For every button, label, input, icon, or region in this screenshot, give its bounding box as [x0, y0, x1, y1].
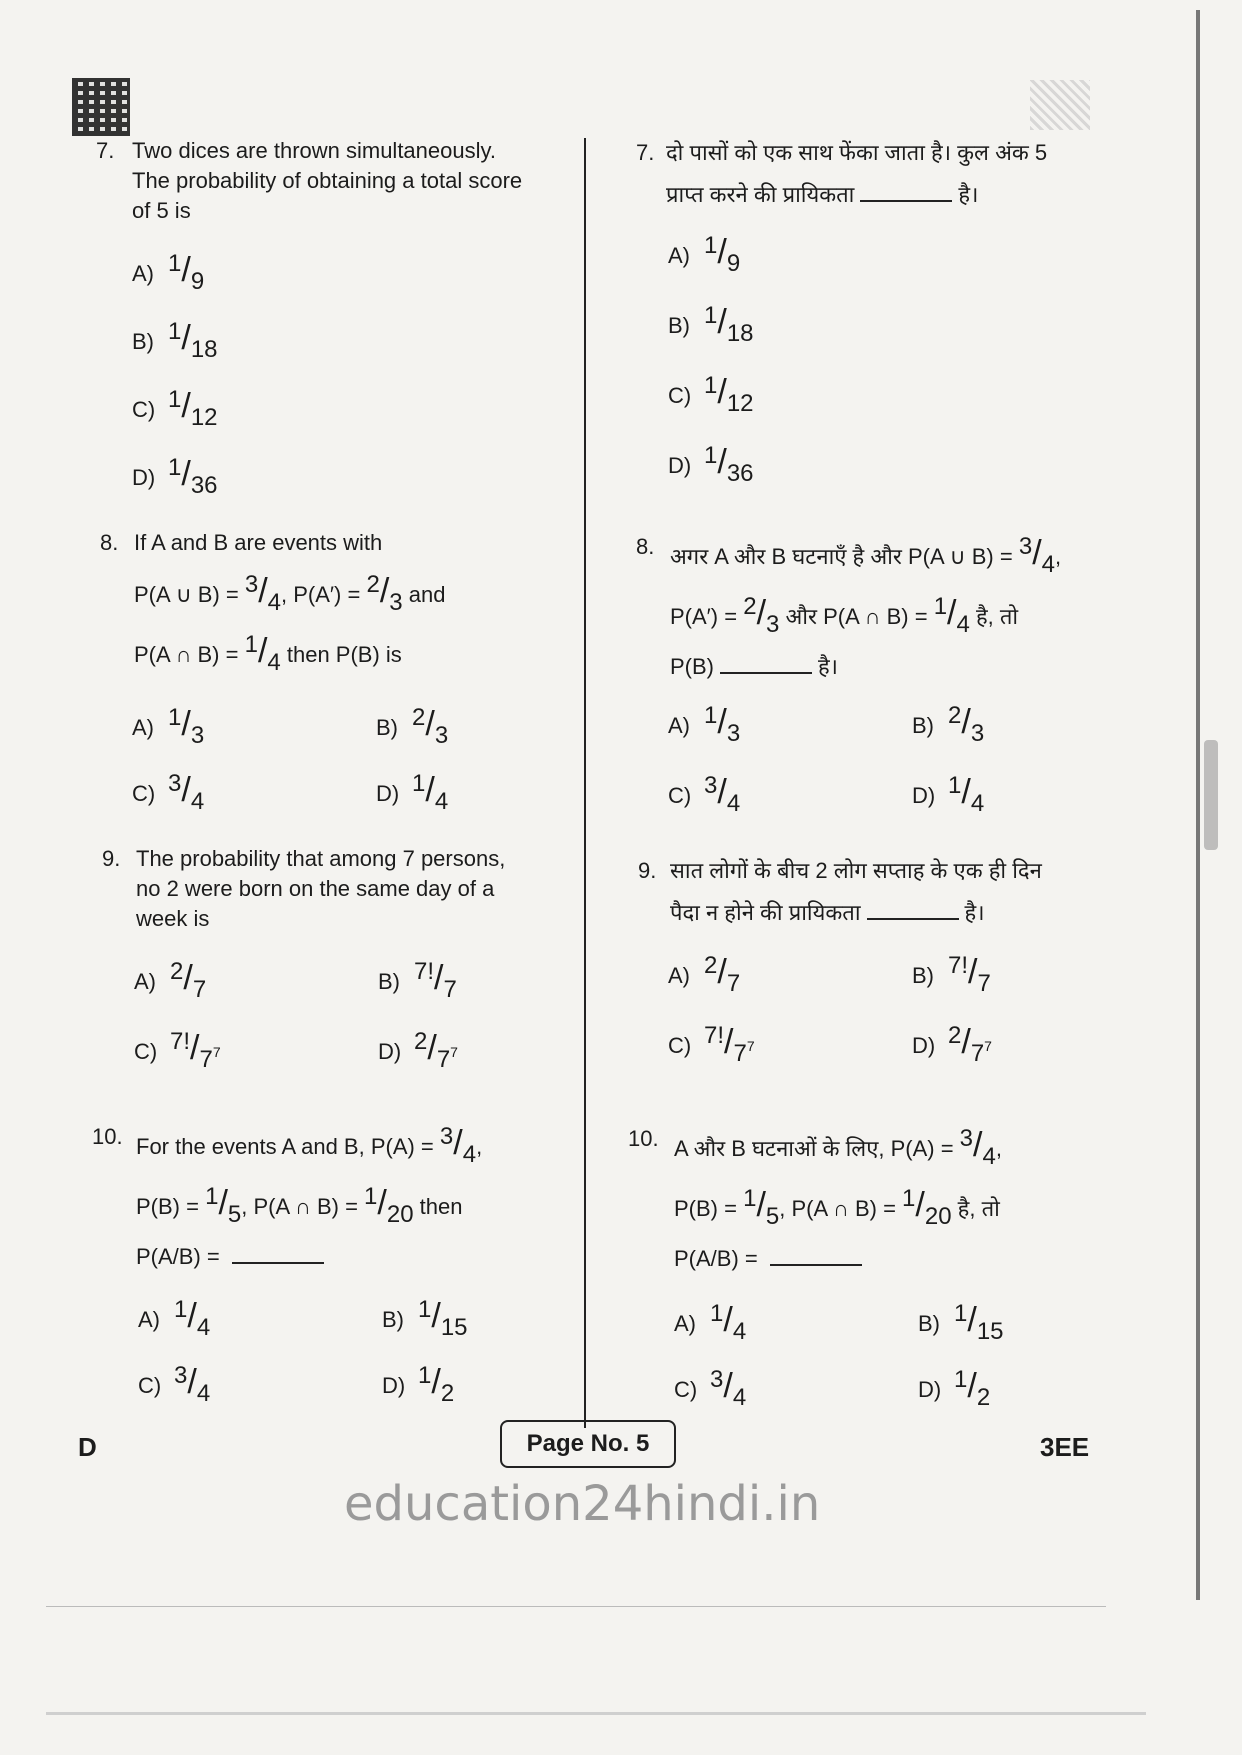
answer-blank: [770, 1264, 862, 1266]
question-text: If A and B are events with: [134, 530, 383, 555]
option-c[interactable]: C) $^{7!}/_{7^7}$: [134, 1028, 221, 1073]
question-text: दो पासों को एक साथ फेंका जाता है। कुल अंक 5: [666, 140, 1048, 165]
option-d[interactable]: D) $^1/_2$: [382, 1362, 455, 1407]
question-text: पैदा न होने की प्रायिकता है।: [670, 900, 985, 925]
question-formula: A और B घटनाओं के लिए, $P(A) = ^3/_4$,: [674, 1125, 1002, 1170]
set-code: D: [78, 1432, 97, 1462]
question-number: 7.: [96, 138, 115, 163]
option-a[interactable]: A) $^2/_7$: [668, 952, 741, 997]
question-number: 7.: [636, 140, 655, 165]
question-formula: P(A ∩ $B) = ^1/_4$ then P(B) is: [134, 631, 402, 676]
option-d[interactable]: D) $^1/_{36}$: [668, 442, 754, 487]
option-d[interactable]: D) $^1/_{36}$: [132, 454, 218, 499]
question-formula: अगर A और B घटनाएँ है और P(A ∪ $B) = ^3/_4$,: [670, 533, 1062, 578]
option-b[interactable]: B) $^{7!}/_7$: [912, 952, 991, 997]
option-b[interactable]: B) $^1/_{15}$: [918, 1300, 1004, 1345]
question-formula: P(A/B) =: [136, 1242, 596, 1272]
option-b[interactable]: B) $^{7!}/_7$: [378, 958, 457, 1003]
question-number: 8.: [100, 530, 119, 555]
watermark: education24hindi.in: [344, 1476, 821, 1532]
option-b[interactable]: B) $^2/_3$: [376, 704, 449, 749]
question-text: प्राप्त करने की प्रायिकता है।: [666, 182, 979, 207]
option-a[interactable]: A) $^1/_3$: [132, 704, 205, 749]
question-formula: $P(A') = ^2/_3$ और P(A ∩ $B) = ^1/_4$ है, तो: [670, 593, 1019, 638]
option-c[interactable]: C) $^3/_4$: [132, 770, 205, 815]
question-formula: For the events A and B, $P(A) = ^3/_4$,: [136, 1123, 483, 1168]
option-a[interactable]: A) $^1/_9$: [132, 250, 205, 295]
option-a[interactable]: A) $^1/_9$: [668, 232, 741, 277]
binding-tab: [1204, 740, 1218, 850]
question-number: 9.: [102, 846, 121, 871]
page-edge: [1196, 10, 1200, 1600]
question-formula: P(B) है।: [670, 654, 839, 679]
option-c[interactable]: C) $^1/_{12}$: [668, 372, 754, 417]
question-number: 10.: [92, 1124, 123, 1149]
question-formula: $P(B) = ^1/_5$, P(A ∩ $B) = ^1/_{20}$ then: [136, 1183, 463, 1228]
question-text: The probability of obtaining a total score: [132, 168, 523, 193]
option-c[interactable]: C) $^{7!}/_{7^7}$: [668, 1022, 755, 1067]
option-c[interactable]: C) $^3/_4$: [674, 1366, 747, 1411]
option-a[interactable]: A) $^1/_4$: [138, 1296, 211, 1341]
question-formula: P(A/B) =: [674, 1244, 1134, 1274]
answer-blank: [720, 672, 812, 674]
option-d[interactable]: D) $^1/_4$: [376, 770, 449, 815]
answer-blank: [860, 200, 952, 202]
page-number-box: Page No. 5: [500, 1420, 676, 1468]
option-d[interactable]: D) $^2/_{7^7}$: [912, 1022, 992, 1067]
option-c[interactable]: C) $^3/_4$: [138, 1362, 211, 1407]
question-text: week is: [136, 906, 210, 931]
answer-blank: [232, 1262, 324, 1264]
question-text: सात लोगों के बीच 2 लोग सप्ताह के एक ही दिन: [670, 858, 1042, 883]
question-text: The probability that among 7 persons,: [136, 846, 506, 871]
paper-code: 3EE: [1040, 1432, 1090, 1462]
question-text: no 2 were born on the same day of a: [136, 876, 495, 901]
option-b[interactable]: B) $^2/_3$: [912, 702, 985, 747]
question-text: Two dices are thrown simultaneously.: [132, 138, 496, 163]
qr-code: [72, 78, 130, 136]
question-formula: P(A ∪ $B) = ^3/_4$, $P(A') = ^2/_3$ and: [134, 571, 446, 616]
question-formula: $P(B) = ^1/_5$, P(A ∩ $B) = ^1/_{20}$ है, तो: [674, 1185, 1000, 1230]
option-a[interactable]: A) $^1/_4$: [674, 1300, 747, 1345]
bottom-rule: [46, 1606, 1106, 1607]
option-c[interactable]: C) $^3/_4$: [668, 772, 741, 817]
option-a[interactable]: A) $^2/_7$: [134, 958, 207, 1003]
question-number: 9.: [638, 858, 657, 883]
option-a[interactable]: A) $^1/_3$: [668, 702, 741, 747]
question-number: 8.: [636, 534, 655, 559]
option-d[interactable]: D) $^1/_2$: [918, 1366, 991, 1411]
question-number: 10.: [628, 1126, 659, 1151]
option-b[interactable]: B) $^1/_{18}$: [668, 302, 754, 347]
faint-qr-code: [1030, 80, 1090, 130]
scan-edge: [46, 1712, 1146, 1715]
question-text: of 5 is: [132, 198, 191, 223]
option-d[interactable]: D) $^2/_{7^7}$: [378, 1028, 458, 1073]
option-b[interactable]: B) $^1/_{18}$: [132, 318, 218, 363]
option-d[interactable]: D) $^1/_4$: [912, 772, 985, 817]
answer-blank: [867, 918, 959, 920]
option-c[interactable]: C) $^1/_{12}$: [132, 386, 218, 431]
option-b[interactable]: B) $^1/_{15}$: [382, 1296, 468, 1341]
